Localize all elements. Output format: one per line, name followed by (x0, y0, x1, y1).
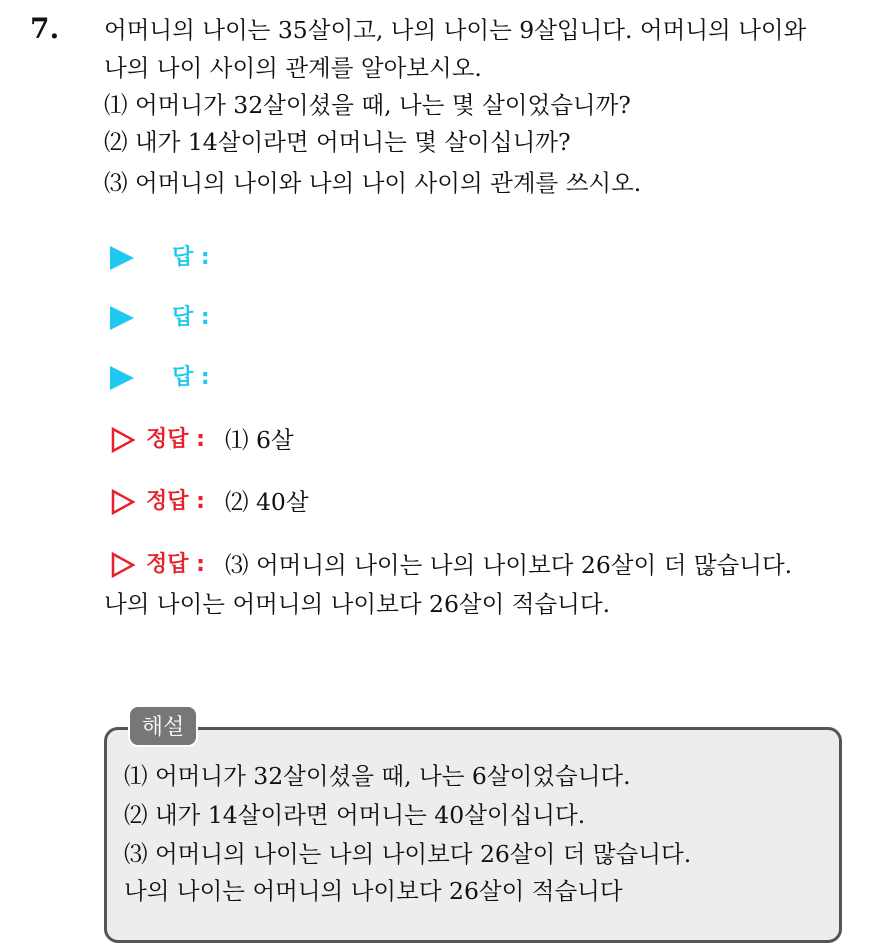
correct-answer-3-continued: 나의 나이는 어머니의 나이보다 26살이 적습니다. (104, 590, 611, 618)
explanation-line-4: 나의 나이는 어머니의 나이보다 26살이 적습니다 (124, 877, 623, 905)
answer-label: 답 : (172, 245, 210, 270)
question-1: ⑴ 어머니가 32살이셨을 때, 나는 몇 살이었습니까? (104, 91, 631, 119)
problem-number: 7. (30, 12, 60, 45)
correct-answer-3 (110, 547, 792, 583)
question-3: ⑶ 어머니의 나이와 나의 나이 사이의 관계를 쓰시오. (104, 169, 642, 197)
filled-triangle-arrow-icon (110, 366, 134, 390)
answer-row-3[interactable] (110, 360, 210, 396)
answer-row-1[interactable] (110, 240, 210, 276)
correct-answer-1 (110, 422, 294, 458)
outline-triangle-arrow-icon (110, 552, 136, 578)
question-2: ⑵ 내가 14살이라면 어머니는 몇 살이십니까? (104, 128, 571, 156)
correct-answer-text: ⑶ 어머니의 나이는 나의 나이보다 26살이 더 많습니다. (224, 551, 793, 579)
answer-label: 답 : (172, 305, 210, 330)
correct-label: 정답 : (146, 552, 205, 577)
filled-triangle-arrow-icon (110, 306, 134, 330)
explanation-line-1: ⑴ 어머니가 32살이셨을 때, 나는 6살이었습니다. (124, 762, 631, 790)
problem-stem-line-1: 어머니의 나이는 35살이고, 나의 나이는 9살입니다. 어머니의 나이와 (104, 16, 807, 44)
filled-triangle-arrow-icon (110, 246, 134, 270)
outline-triangle-arrow-icon (110, 489, 136, 515)
explanation-tab: 해설 (128, 705, 198, 747)
correct-answer-text: ⑵ 40살 (224, 488, 309, 516)
outline-triangle-arrow-icon (110, 427, 136, 453)
answer-row-2[interactable] (110, 300, 210, 336)
explanation-line-2: ⑵ 내가 14살이라면 어머니는 40살이십니다. (124, 801, 586, 829)
answer-label: 답 : (172, 365, 210, 390)
correct-label: 정답 : (146, 489, 205, 514)
problem-stem-line-2: 나의 나이 사이의 관계를 알아보시오. (104, 54, 482, 82)
correct-answer-2 (110, 484, 309, 520)
correct-label: 정답 : (146, 427, 205, 452)
correct-answer-text: ⑴ 6살 (224, 426, 294, 454)
explanation-line-3: ⑶ 어머니의 나이는 나의 나이보다 26살이 더 많습니다. (124, 840, 692, 868)
